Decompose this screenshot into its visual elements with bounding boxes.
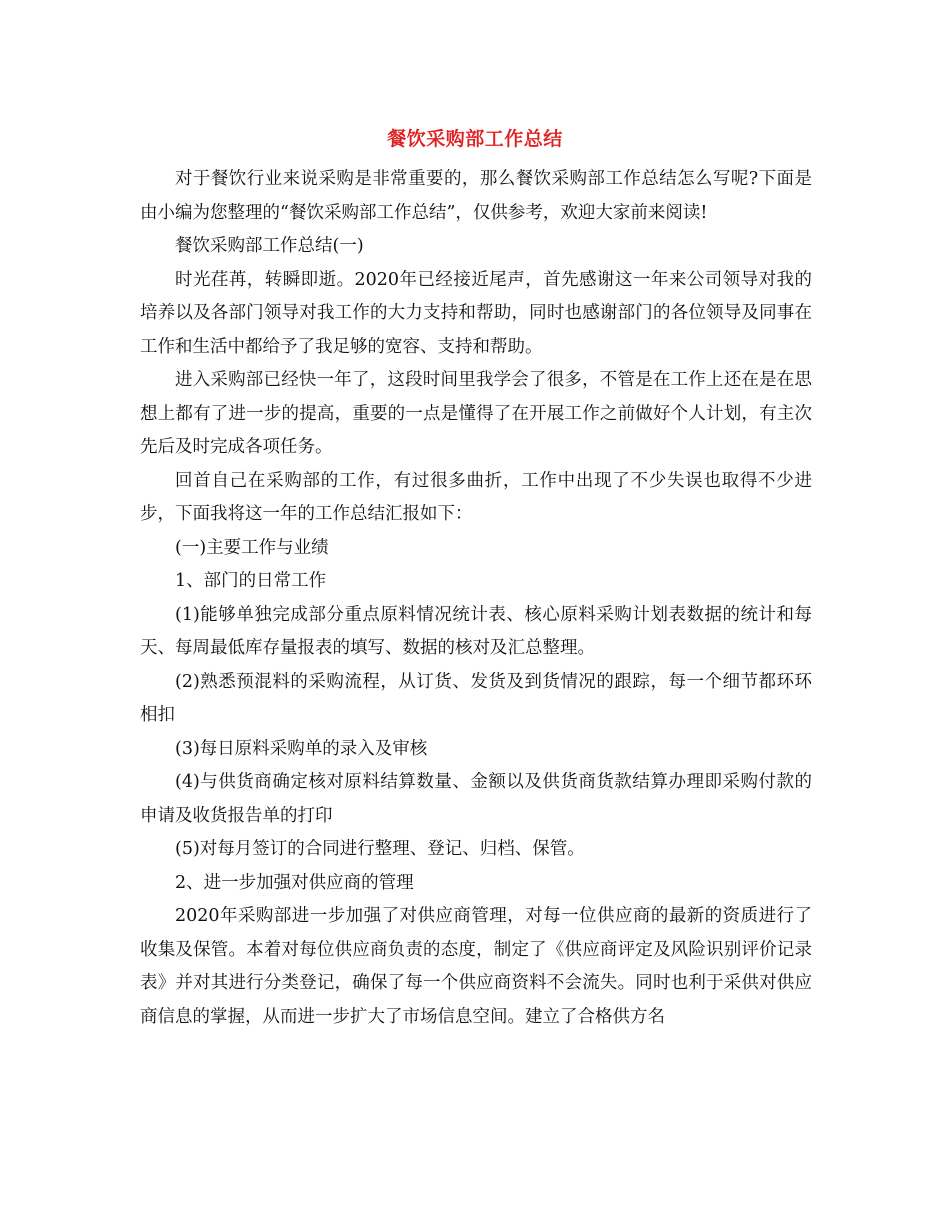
list-item: (4)与供货商确定核对原料结算数量、金额以及供货商货款结算办理即采购付款的申请及收货报告单的打印: [140, 772, 812, 826]
subsection-heading: 1、部门的日常工作: [175, 571, 327, 591]
paragraph: 回首自己在采购部的工作，有过很多曲折，工作中出现了不少失误也取得不少进步，下面我将这一年的工作总结汇报如下：: [140, 470, 812, 524]
paragraph: 时光荏苒，转瞬即逝。2020年已经接近尾声，首先感谢这一年来公司领导对我的培养以及各部门领导对我工作的大力支持和帮助，同时也感谢部门的各位领导及同事在工作和生活中都给予了我足够的宽容、支持和帮助。: [140, 269, 812, 357]
list-item: (5)对每月签订的合同进行整理、登记、归档、保管。: [175, 839, 585, 859]
paragraph-intro: 对于餐饮行业来说采购是非常重要的，那么餐饮采购部工作总结怎么写呢?下面是由小编为您整理的“餐饮采购部工作总结”，仅供参考，欢迎大家前来阅读!: [140, 169, 812, 223]
list-item: (1)能够单独完成部分重点原料情况统计表、核心原料采购计划表数据的统计和每天、每周最低库存量报表的填写、数据的核对及汇总整理。: [140, 604, 812, 658]
section-heading-part-one: 餐饮采购部工作总结(一): [175, 236, 364, 256]
subsection-heading: 2、进一步加强对供应商的管理: [175, 872, 414, 893]
document-body: [140, 163, 812, 1034]
document-title: 餐饮采购部工作总结: [387, 128, 563, 150]
list-item: (2)熟悉预混料的采购流程，从订货、发货及到货情况的跟踪，每一个细节都环环相扣: [140, 671, 812, 725]
list-item: (3)每日原料采购单的录入及审核: [175, 738, 428, 759]
paragraph: 进入采购部已经快一年了，这段时间里我学会了很多，不管是在工作上还在是在思想上都有了进一步的提高，重要的一点是懂得了在开展工作之前做好个人计划，有主次先后及时完成各项任务。: [140, 370, 812, 457]
paragraph: 2020年采购部进一步加强了对供应商管理，对每一位供应商的最新的资质进行了收集及保管。本着对每位供应商负责的态度，制定了《供应商评定及风险识别评价记录表》并对其进行分类登记，确保了每一个供应商资料不会流失。同时也利于采供对供应商信息的掌握，从而进一步扩大了市场信息空间。建立了合格供方名: [140, 906, 812, 1027]
section-heading: (一)主要工作与业绩: [175, 537, 329, 558]
